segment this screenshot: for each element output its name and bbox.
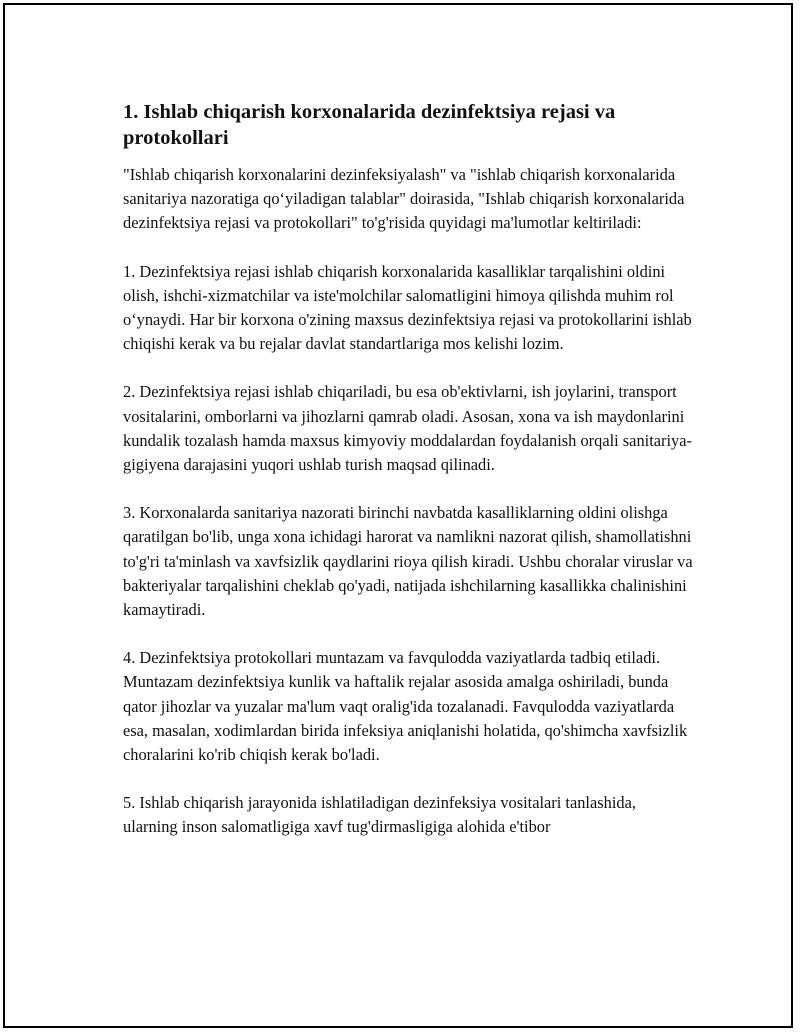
document-body [123, 99, 693, 864]
paragraph-1: 1. Dezinfektsiya rejasi ishlab chiqarish korxonalarida kasalliklar tarqalishini oldini olish, ishchi-xizmatchilar va iste'molchilar salomatligini himoya qilishda muhim rol o‘ynaydi. Har bir korxona o'zining maxsus dezinfektsiya rejasi va protokollarini ishlab chiqishi kerak va bu rejalar davlat standartlariga mos kelishi lozim. [123, 261, 692, 354]
paragraph-5: 5. Ishlab chiqarish jarayonida ishlatiladigan dezinfeksiya vositalari tanlashida, ularning inson salomatligiga xavf tug'dirmasligiga alohida e'tibor [123, 793, 636, 837]
intro-paragraph: "Ishlab chiqarish korxonalarini dezinfeksiyalash" va "ishlab chiqarish korxonalarida sanitariya nazoratiga qo‘yiladigan talablar" doirasida, "Ishlab chiqarish korxonalarida dezinfektsiya rejasi va protokollari" to'g'risida quyidagi ma'lumotlar keltiriladi: [123, 165, 685, 233]
page-frame [3, 3, 793, 1028]
paragraph-2: 2. Dezinfektsiya rejasi ishlab chiqariladi, bu esa ob'ektivlarni, ish joylarini, transport vositalarini, omborlarni va jihozlarni qamrab oladi. Asosan, xona va ish maydonlarini kundalik tozalash hamda maxsus kimyoviy moddalardan foydalanish orqali sanitariya-gigiyena darajasini yuqori ushlab turish maqsad qilinadi. [123, 382, 692, 475]
paragraph-4: 4. Dezinfektsiya protokollari muntazam va favqulodda vaziyatlarda tadbiq etiladi. Muntazam dezinfektsiya kunlik va haftalik rejalar asosida amalga oshiriladi, bunda qator jihozlar va yuzalar ma'lum vaqt oralig'ida tozalanadi. Favqulodda vaziyatlarda esa, masalan, xodimlardan birida infeksiya aniqlanishi holatida, qo'shimcha xavfsizlik choralarini ko'rib chiqish kerak bo'ladi. [123, 648, 688, 765]
document-title: 1. Ishlab chiqarish korxonalarida dezinfektsiya rejasi va protokollari [123, 101, 616, 149]
paragraph-3: 3. Korxonalarda sanitariya nazorati birinchi navbatda kasalliklarning oldini olishga qaratilgan bo'lib, unga xona ichidagi harorat va namlikni nazorat qilish, shamollatishni to'g'ri ta'minlash va xavfsizlik qaydlarini rioya qilish kiradi. Ushbu choralar viruslar va bakteriyalar tarqalishini cheklab qo'yadi, natijada ishchilarning kasallikka chalinishini kamaytiradi. [123, 503, 693, 620]
